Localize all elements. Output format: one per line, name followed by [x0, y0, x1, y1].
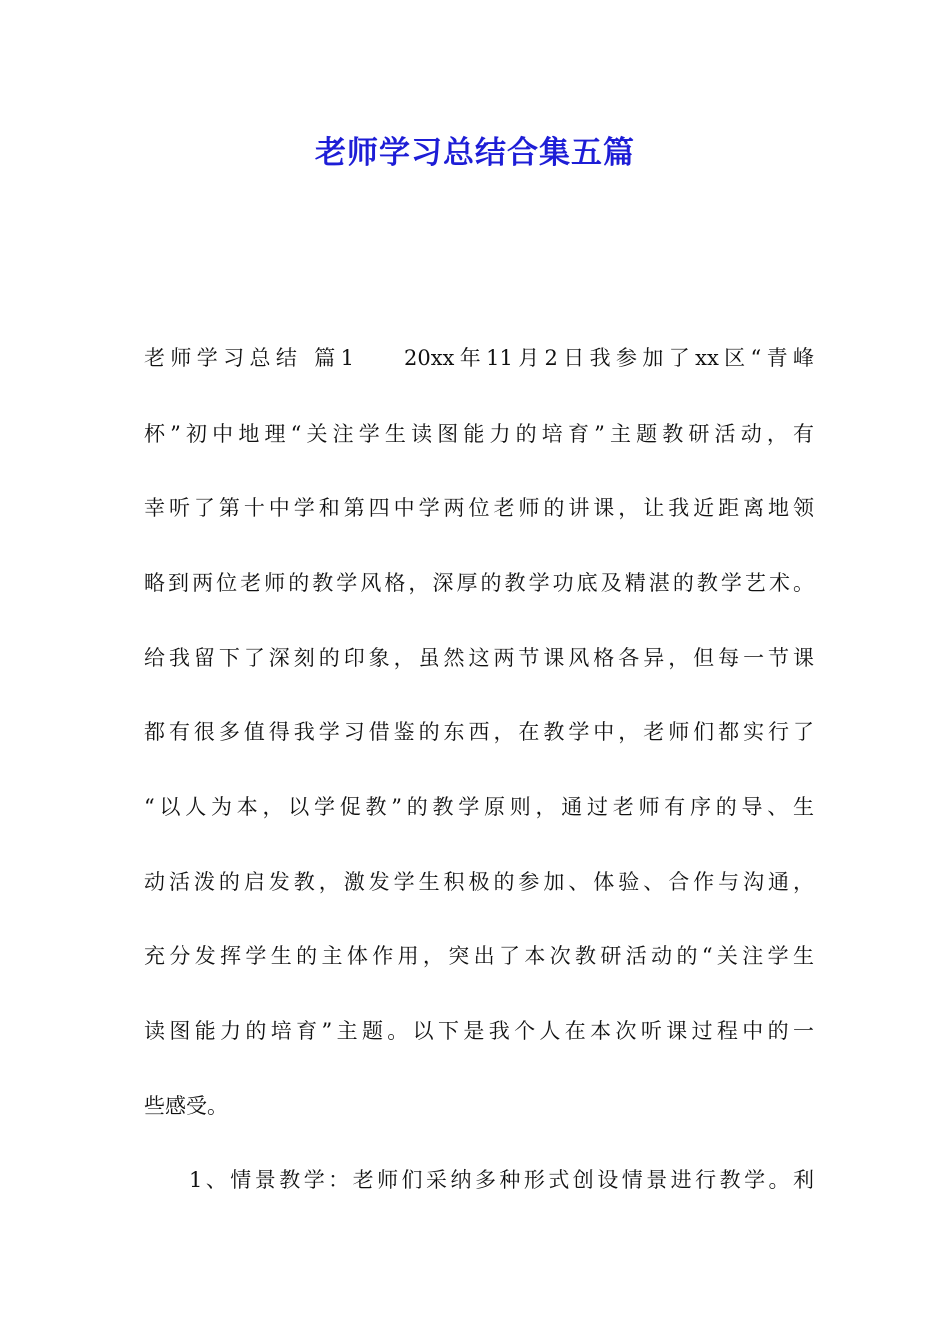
paragraph-line: 些感受。	[144, 1094, 228, 1118]
paragraph-line: 充分发挥学生的主体作用，突出了本次教研活动的“关注学生	[144, 944, 814, 968]
section-heading: 老师学习总结 篇1	[144, 346, 354, 370]
paragraph-line: 幸听了第十中学和第四中学两位老师的讲课，让我近距离地领	[144, 496, 814, 520]
paragraph-line: 杯”初中地理“关注学生读图能力的培育”主题教研活动，有	[144, 422, 814, 446]
paragraph-line: “以人为本，以学促教”的教学原则，通过老师有序的导、生	[144, 795, 814, 819]
paragraph-line: 给我留下了深刻的印象，虽然这两节课风格各异，但每一节课	[144, 646, 814, 670]
paragraph-line: 动活泼的启发教，激发学生积极的参加、体验、合作与沟通，	[144, 870, 814, 894]
paragraph-line: 都有很多值得我学习借鉴的东西，在教学中，老师们都实行了	[144, 720, 814, 744]
paragraph-text: 20xx年11月2日我参加了xx区“青峰	[403, 346, 814, 370]
paragraph-line: 读图能力的培育”主题。以下是我个人在本次听课过程中的一	[144, 1019, 814, 1043]
document-title: 老师学习总结合集五篇	[315, 135, 635, 171]
paragraph-line: 略到两位老师的教学风格，深厚的教学功底及精湛的教学艺术。	[144, 571, 814, 595]
numbered-paragraph-line: 1、情景教学：老师们采纳多种形式创设情景进行教学。利	[189, 1168, 814, 1192]
paragraph-line	[144, 342, 814, 374]
